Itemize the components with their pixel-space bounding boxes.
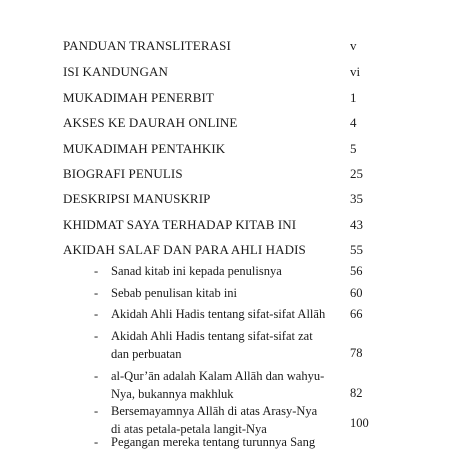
toc-sub-entry-title: Pegangan mereka tentang turunnya Sang xyxy=(111,435,316,449)
toc-sub-entry-title-continued: dan perbuatan xyxy=(111,347,182,361)
toc-entry[interactable] xyxy=(0,215,450,235)
toc-entry-title: DESKRIPSI MANUSKRIP xyxy=(63,191,211,206)
toc-sub-entry-dash: - xyxy=(94,435,99,449)
toc-entry[interactable] xyxy=(0,164,450,184)
toc-sub-entry-page: 56 xyxy=(350,264,363,278)
toc-entry-page: 55 xyxy=(350,242,363,257)
toc-entry-page: vi xyxy=(350,64,361,79)
toc-sub-entry-title: Sanad kitab ini kepada penulisnya xyxy=(111,264,282,278)
toc-sub-entry-title: al-Qur’ān adalah Kalam Allāh dan wahyu- xyxy=(111,369,325,383)
toc-sub-entry-page: 66 xyxy=(350,307,363,321)
toc-sub-entry-page: 78 xyxy=(350,346,363,360)
toc-sub-entry-dash: - xyxy=(94,369,99,383)
toc-entry-title: KHIDMAT SAYA TERHADAP KITAB INI xyxy=(63,217,297,232)
toc-sub-entry-dash: - xyxy=(94,329,99,343)
toc-entry-title: BIOGRAFI PENULIS xyxy=(63,166,183,181)
toc-sub-entry-dash: - xyxy=(94,404,99,418)
toc-entry-page: 5 xyxy=(350,141,357,156)
toc-entry-title: MUKADIMAH PENTAHKIK xyxy=(63,141,226,156)
toc-entry[interactable] xyxy=(0,240,450,260)
toc-sub-entry-dash: - xyxy=(94,286,99,300)
toc-entry-page: 35 xyxy=(350,191,363,206)
toc-entry[interactable] xyxy=(0,62,450,82)
toc-sub-entry-title: Akidah Ahli Hadis tentang sifat-sifat zat xyxy=(111,329,313,343)
toc-entry-title: AKIDAH SALAF DAN PARA AHLI HADIS xyxy=(63,242,306,257)
toc-sub-entry-title: Sebab penulisan kitab ini xyxy=(111,286,238,300)
toc-sub-entry-title: Bersemayamnya Allāh di atas Arasy-Nya xyxy=(111,404,318,418)
toc-entry[interactable] xyxy=(0,36,450,56)
toc-sub-entry-page: 60 xyxy=(350,286,363,300)
toc-entry-page: v xyxy=(350,38,357,53)
toc-sub-entry-title-continued: Nya, bukannya makhluk xyxy=(111,387,234,401)
toc-entry-page: 43 xyxy=(350,217,363,232)
toc-entry-page: 1 xyxy=(350,90,357,105)
toc-sub-entry-dash: - xyxy=(94,307,99,321)
toc-sub-entry-title-continued: di atas petala-petala langit-Nya xyxy=(111,422,267,436)
toc-sub-entry-dash: - xyxy=(94,264,99,278)
toc-sub-entry-page: 100 xyxy=(350,416,369,430)
toc-entry-title: AKSES KE DAURAH ONLINE xyxy=(63,115,238,130)
toc-entry[interactable] xyxy=(0,189,450,209)
toc-entry-page: 25 xyxy=(350,166,363,181)
toc-entry[interactable] xyxy=(0,88,450,108)
toc-entry[interactable] xyxy=(0,139,450,159)
toc-sub-entry-page: 82 xyxy=(350,386,363,400)
toc-entry[interactable] xyxy=(0,113,450,133)
toc-sub-entry-title: Akidah Ahli Hadis tentang sifat-sifat Allāh xyxy=(111,307,326,321)
toc-entry-title: MUKADIMAH PENERBIT xyxy=(63,90,214,105)
toc-entry-title: ISI KANDUNGAN xyxy=(63,64,168,79)
toc-entry-page: 4 xyxy=(350,115,357,130)
toc-entry-title: PANDUAN TRANSLITERASI xyxy=(63,38,231,53)
